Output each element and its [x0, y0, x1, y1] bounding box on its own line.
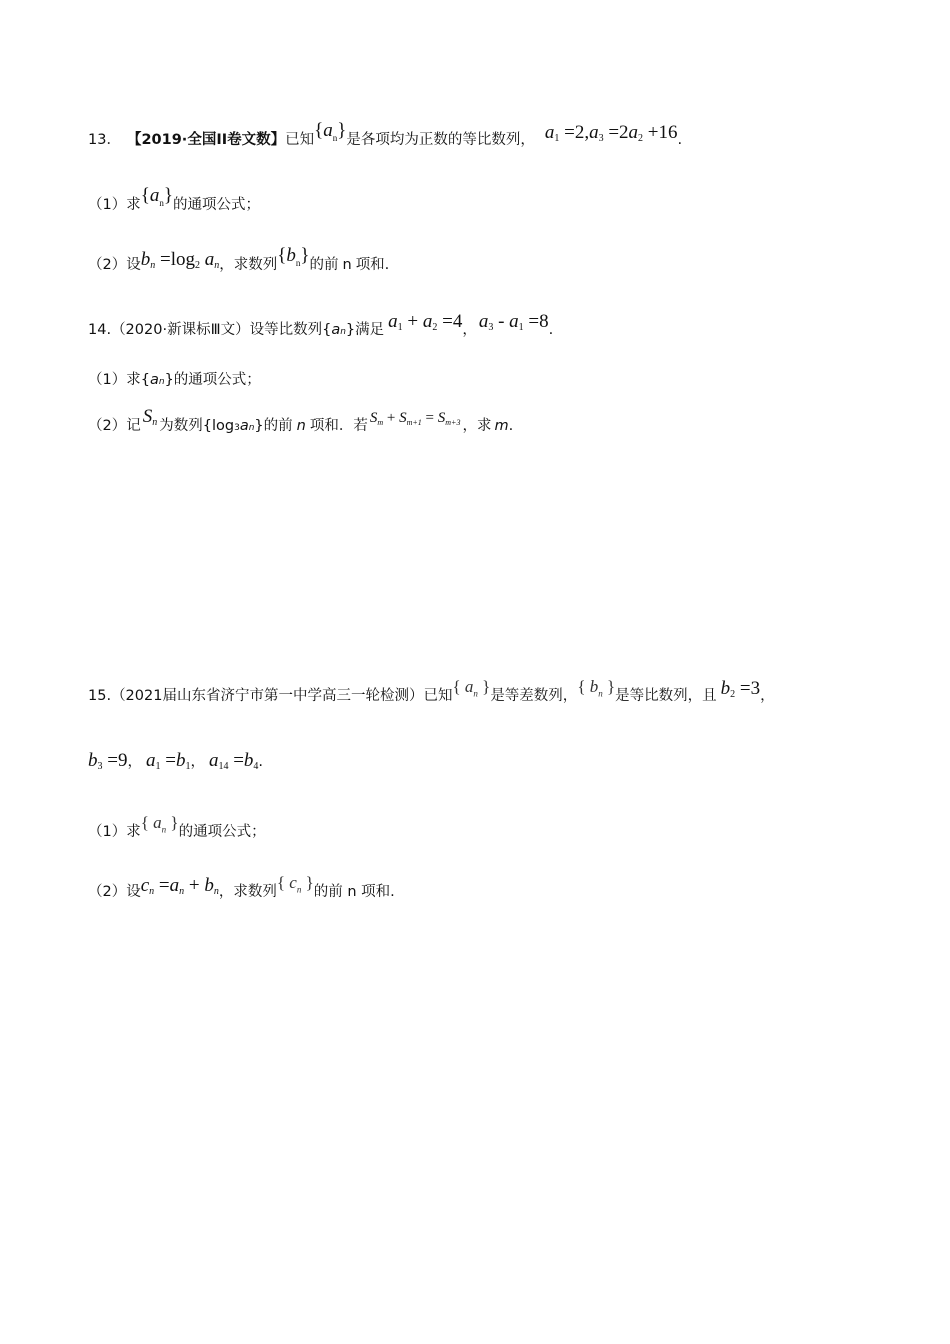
- q14-period: .: [548, 322, 554, 338]
- q13-part2-tail1: 的前: [309, 257, 339, 273]
- q15-part1: [88, 813, 266, 842]
- q14-eq1: $a_1 + a_2 =4$: [388, 311, 463, 333]
- q14-part2: [88, 406, 514, 436]
- q14-lead-end: }满足: [345, 322, 385, 338]
- q13-condition: $a_1 =2,a_3 =2a_2 +16$: [544, 122, 678, 144]
- q13-lead: 已知: [285, 132, 315, 148]
- q14-lead-n: n: [340, 327, 346, 337]
- q14-lead: 设等比数列{: [249, 322, 332, 338]
- q15-b3-eq: $b_3 =9$: [88, 750, 128, 772]
- q15-desc1: 是等差数列，: [490, 688, 578, 704]
- q14-comma: ，: [462, 322, 477, 338]
- q15-stem: [88, 677, 775, 706]
- q15-a14-b4-eq: $a_{14} =b_4$: [208, 750, 259, 772]
- q15-lead: 已知: [423, 688, 453, 704]
- q13-part2-mid: ，求数列: [219, 257, 278, 273]
- q14-part2-Sn: $S_n$: [142, 406, 158, 428]
- q13-source: 【2019·全国II卷文数】: [126, 132, 286, 148]
- q14-part2-sum-eq: $S_m + S_{m+1} = S_{m+3}$: [369, 410, 461, 427]
- q13-part2-n: n: [342, 257, 352, 273]
- q13-part1: [88, 185, 260, 216]
- q15-part2-mid: ，求数列: [218, 884, 277, 900]
- q15-period: .: [258, 754, 264, 770]
- q15-part1-label: （1）求: [88, 824, 141, 840]
- q13-desc: 是各项均为正数的等比数列，: [346, 132, 535, 148]
- q14-part2-m: m: [494, 418, 509, 434]
- q14-part2-mid1: 为数列{log: [159, 418, 235, 434]
- q15-comma-2: ，: [190, 754, 205, 770]
- q15-part2-label: （2）设: [88, 884, 141, 900]
- q14-part2-mid3: 项和．若: [309, 418, 368, 434]
- q15-b2-eq: $b_2 =3$: [720, 678, 761, 700]
- q15-part2-tail: 的前 n 项和.: [313, 884, 395, 900]
- q13-number: 13．: [88, 132, 121, 148]
- q15-desc2: 是等比数列，且: [615, 688, 717, 704]
- q14-part1-n: n: [158, 377, 165, 387]
- q14-part1-label: （1）求{: [88, 372, 150, 388]
- q13-part1-label: （1）求: [88, 197, 141, 213]
- q13-part2: [88, 245, 390, 276]
- q14-eq2: $a_3 - a_1 =8$: [478, 311, 549, 333]
- q15-part1-seq: { $a_n$ }: [140, 813, 179, 835]
- q14-part1-end: }的通项公式；: [164, 372, 261, 388]
- q14-part2-mid4: ，求: [462, 418, 492, 434]
- q14-part2-n: n: [248, 423, 255, 433]
- q15-part2: [88, 873, 395, 902]
- q15-number: 15.: [88, 688, 112, 704]
- q15-source: （2021届山东省济宁市第一中学高三一轮检测）: [111, 688, 424, 704]
- q15-part2-formula: $c_n =a_n + b_n$: [140, 875, 219, 897]
- q14-part2-label: （2）记: [88, 418, 141, 434]
- q14-part1-a: a: [149, 372, 159, 388]
- q14-source: （2020·新课标Ⅲ文）: [111, 322, 250, 338]
- q15-comma: ，: [760, 688, 775, 704]
- q14-part2-base: 3: [234, 423, 240, 433]
- q14-part2-a: a: [239, 418, 249, 434]
- q15-comma-1: ，: [127, 754, 142, 770]
- q14-part1: [88, 368, 261, 389]
- q13-stem: [88, 120, 683, 151]
- q14-part2-nn: n: [296, 418, 306, 434]
- q13-part2-formula: $b_n =\log_2$ $a_n$: [140, 249, 220, 271]
- q15-seq-bn: { $b_n$ }: [577, 677, 616, 699]
- q15-seq-an: { $a_n$ }: [452, 677, 491, 699]
- q14-number: 14.: [88, 322, 112, 338]
- q13-seq-an: $\{a_n\}$: [314, 120, 347, 143]
- q13-part2-label: （2）设: [88, 257, 141, 273]
- q13-part2-seq: $\{b_n\}$: [277, 245, 310, 268]
- q14-part2-mid2: }的前: [254, 418, 293, 434]
- q14-lead-a: a: [331, 322, 341, 338]
- q13-part1-text: 的通项公式；: [172, 197, 260, 213]
- q15-a1-b1-eq: $a_1 =b_1$: [145, 750, 191, 772]
- q15-part2-seq: { $c_n$ }: [276, 873, 314, 895]
- q13-period: .: [677, 132, 683, 148]
- q15-conditions: [88, 750, 263, 772]
- q13-part1-seq: $\{a_n\}$: [140, 185, 173, 208]
- q14-part2-end: .: [508, 418, 514, 434]
- q13-part2-tail2: 项和.: [355, 257, 390, 273]
- q15-part1-text: 的通项公式；: [178, 824, 266, 840]
- q14-stem: [88, 311, 554, 340]
